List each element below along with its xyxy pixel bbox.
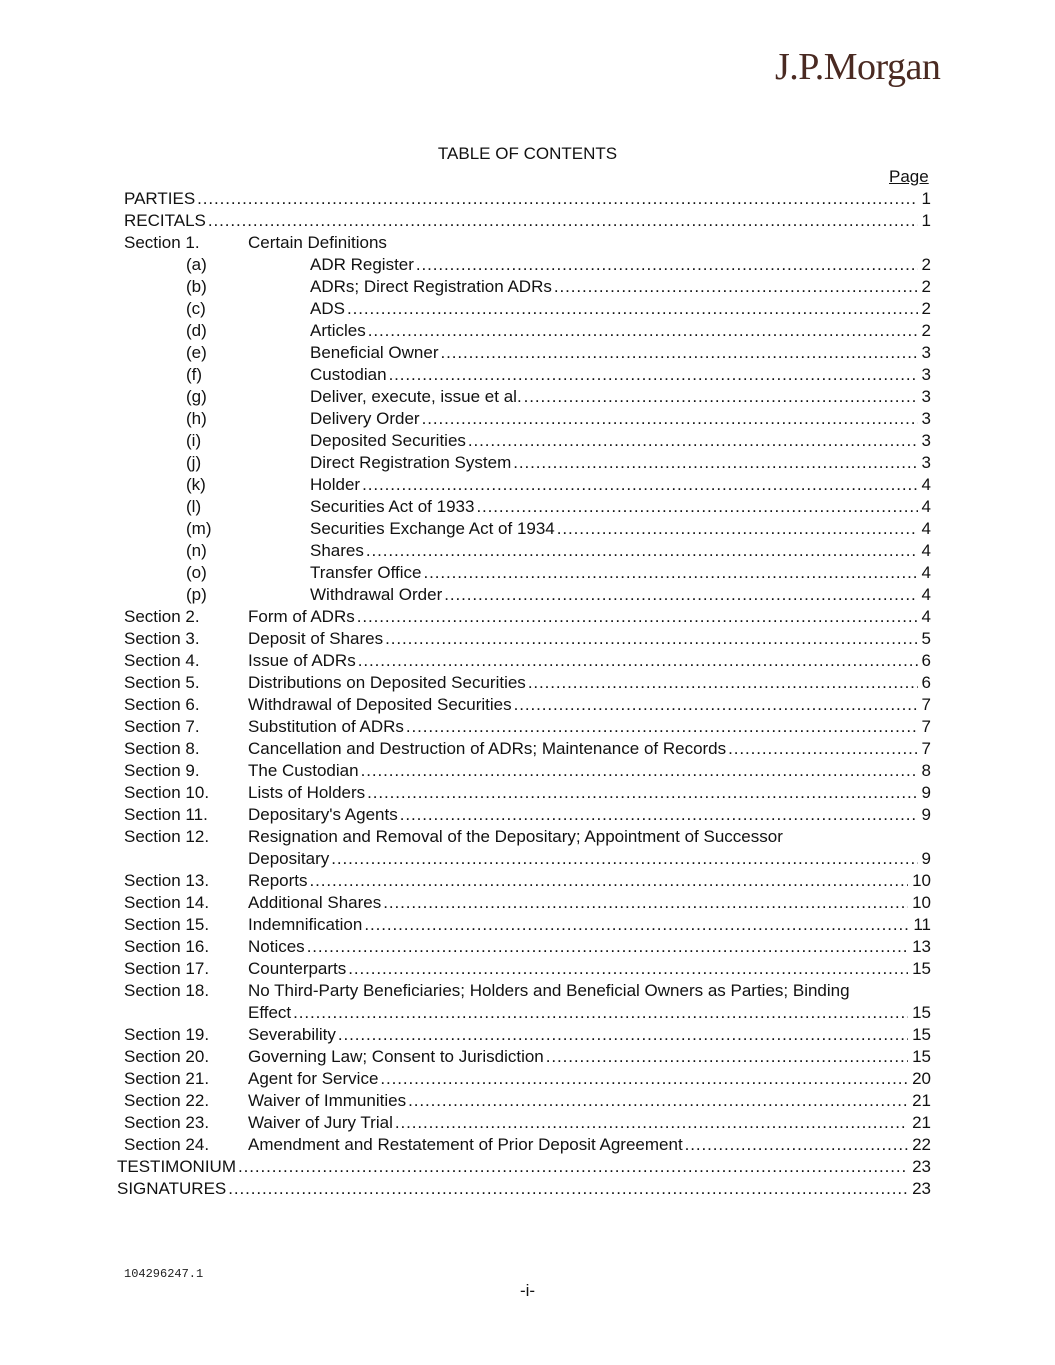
dot-leader — [444, 584, 917, 606]
dot-leader — [364, 914, 909, 936]
toc-entry-title: Articles — [310, 321, 366, 340]
toc-row — [0, 628, 1055, 650]
definition-letter: (f) — [186, 365, 203, 384]
toc-page-number: 23 — [912, 1179, 931, 1198]
toc-entry[interactable] — [248, 936, 931, 958]
toc-row — [0, 782, 1055, 804]
toc-row — [0, 1002, 1055, 1024]
toc-page-number: 9 — [921, 805, 931, 824]
dot-leader — [416, 254, 918, 276]
toc-entry-title: Depositary — [248, 849, 330, 868]
toc-entry[interactable] — [310, 276, 931, 298]
toc-page-number: 15 — [912, 1047, 931, 1066]
toc-row — [0, 518, 1055, 540]
dot-leader — [406, 716, 918, 738]
toc-entry[interactable] — [248, 672, 931, 694]
section-number: Section 14. — [124, 893, 210, 912]
toc-entry[interactable] — [248, 232, 389, 254]
section-number: Section 3. — [124, 629, 200, 648]
toc-row — [0, 496, 1055, 518]
toc-entry-title: ADS — [310, 299, 345, 318]
toc-row — [0, 1112, 1055, 1134]
toc-page-number: 1 — [921, 189, 931, 208]
toc-page-number: 3 — [921, 431, 931, 450]
definition-letter: (p) — [186, 585, 207, 604]
toc-entry[interactable] — [248, 760, 931, 782]
toc-page-number: 7 — [921, 695, 931, 714]
toc-row — [0, 430, 1055, 452]
toc-page-number: 3 — [921, 409, 931, 428]
toc-entry-title: Governing Law; Consent to Jurisdiction — [248, 1047, 544, 1066]
toc-entry[interactable] — [248, 958, 931, 980]
toc-entry-title: Withdrawal Order — [310, 585, 443, 604]
toc-entry[interactable] — [310, 562, 931, 584]
toc-row — [0, 650, 1055, 672]
dot-leader — [554, 276, 918, 298]
section-number: Section 11. — [124, 805, 208, 824]
toc-entry[interactable] — [310, 474, 931, 496]
toc-entry[interactable] — [248, 628, 931, 650]
toc-entry[interactable] — [248, 870, 931, 892]
section-number: Section 16. — [124, 937, 210, 956]
toc-row — [0, 936, 1055, 958]
toc-entry-title: Amendment and Restatement of Prior Deposit Agreement — [248, 1135, 683, 1154]
toc-entry-title: Counterparts — [248, 959, 347, 978]
dot-leader — [347, 298, 918, 320]
dot-leader — [331, 848, 917, 870]
toc-row — [0, 584, 1055, 606]
dot-leader — [338, 1024, 908, 1046]
definition-letter: (n) — [186, 541, 207, 560]
toc-page-number: 15 — [912, 1025, 931, 1044]
toc-entry-title: Resignation and Removal of the Depositary; Appointment of Successor — [248, 827, 783, 846]
definition-letter: (e) — [186, 343, 207, 362]
section-number: Section 4. — [124, 651, 200, 670]
toc-row — [0, 474, 1055, 496]
toc-page-number: 3 — [921, 387, 931, 406]
toc-entry-title: Notices — [248, 937, 305, 956]
toc-entry[interactable] — [248, 606, 931, 628]
dot-leader — [400, 804, 918, 826]
toc-entry-title: Substitution of ADRs — [248, 717, 404, 736]
toc-page-number: 8 — [921, 761, 931, 780]
dot-leader — [357, 606, 918, 628]
toc-entry[interactable] — [248, 914, 931, 936]
toc-entry-title: Delivery Order — [310, 409, 420, 428]
toc-page-number: 7 — [921, 717, 931, 736]
toc-row — [0, 1090, 1055, 1112]
toc-entry[interactable] — [310, 320, 931, 342]
toc-page-number: 2 — [921, 299, 931, 318]
toc-row — [0, 1068, 1055, 1090]
toc-page-number: 4 — [921, 497, 931, 516]
toc-page-number: 9 — [921, 849, 931, 868]
toc-row — [0, 254, 1055, 276]
toc-entry[interactable] — [124, 210, 931, 232]
toc-entry[interactable] — [310, 496, 931, 518]
definition-letter: (g) — [186, 387, 207, 406]
toc-page-number: 2 — [921, 277, 931, 296]
dot-leader — [422, 408, 918, 430]
toc-entry[interactable] — [117, 1156, 931, 1178]
toc-row — [0, 408, 1055, 430]
section-number: Section 9. — [124, 761, 200, 780]
section-number: Section 7. — [124, 717, 200, 736]
toc-entry-title: Additional Shares — [248, 893, 382, 912]
toc-entry[interactable] — [310, 584, 931, 606]
document-id: 104296247.1 — [124, 1267, 204, 1281]
toc-entry[interactable] — [310, 452, 931, 474]
dot-leader — [528, 672, 918, 694]
section-number: Section 23. — [124, 1113, 210, 1132]
toc-page-number: 4 — [921, 607, 931, 626]
toc-page-number: 13 — [912, 937, 931, 956]
definition-letter: (m) — [186, 519, 212, 538]
toc-row — [0, 892, 1055, 914]
toc-entry-title: Issue of ADRs — [248, 651, 356, 670]
toc-entry[interactable] — [248, 738, 931, 760]
toc-row — [0, 1156, 1055, 1178]
dot-leader — [362, 474, 917, 496]
toc-page-number: 4 — [921, 563, 931, 582]
section-number: Section 17. — [124, 959, 210, 978]
section-number: Section 13. — [124, 871, 210, 890]
toc-entry[interactable] — [248, 1068, 931, 1090]
section-number: Section 6. — [124, 695, 200, 714]
toc-row — [0, 232, 1055, 254]
toc-entry-title: Securities Exchange Act of 1934 — [310, 519, 555, 538]
toc-row — [0, 1024, 1055, 1046]
toc-entry-title: TESTIMONIUM — [117, 1157, 236, 1176]
toc-entry-title: Withdrawal of Deposited Securities — [248, 695, 512, 714]
toc-entry-title: Transfer Office — [310, 563, 422, 582]
toc-entry[interactable] — [248, 782, 931, 804]
section-number: Section 5. — [124, 673, 200, 692]
definition-letter: (d) — [186, 321, 207, 340]
toc-row — [0, 276, 1055, 298]
toc-row — [0, 760, 1055, 782]
dot-leader — [368, 320, 918, 342]
dot-leader — [468, 430, 918, 452]
toc-entry-title: Deliver, execute, issue et al. — [310, 387, 522, 406]
dot-leader — [307, 936, 908, 958]
toc-row — [0, 870, 1055, 892]
definition-letter: (i) — [186, 431, 202, 450]
toc-entry-title: Certain Definitions — [248, 233, 387, 252]
jpmorgan-logo: J.P.Morgan — [775, 46, 941, 88]
toc-page-number: 20 — [912, 1069, 931, 1088]
toc-page-number: 4 — [921, 519, 931, 538]
toc-entry[interactable] — [248, 1002, 931, 1024]
dot-leader — [383, 892, 908, 914]
dot-leader — [361, 760, 918, 782]
toc-entry-title: Deposit of Shares — [248, 629, 384, 648]
toc-entry[interactable] — [310, 518, 931, 540]
toc-page-number: 2 — [921, 321, 931, 340]
toc-entry[interactable] — [248, 1134, 931, 1156]
toc-page-number: 1 — [921, 211, 931, 230]
section-number: Section 10. — [124, 783, 210, 802]
section-number: Section 19. — [124, 1025, 210, 1044]
toc-row — [0, 672, 1055, 694]
definition-letter: (l) — [186, 497, 202, 516]
toc-entry[interactable] — [117, 1178, 931, 1200]
toc-entry-title: Lists of Holders — [248, 783, 366, 802]
toc-entry[interactable] — [310, 342, 931, 364]
dot-leader — [395, 1112, 908, 1134]
section-number: Section 21. — [124, 1069, 210, 1088]
section-number: Section 2. — [124, 607, 200, 626]
toc-entry[interactable] — [310, 430, 931, 452]
toc-row — [0, 562, 1055, 584]
toc-page-number: 4 — [921, 585, 931, 604]
toc-row — [0, 386, 1055, 408]
section-number: Section 22. — [124, 1091, 210, 1110]
toc-page-number: 3 — [921, 365, 931, 384]
toc-row — [0, 1134, 1055, 1156]
toc-entry[interactable] — [248, 892, 931, 914]
toc-entry-title: Shares — [310, 541, 364, 560]
definition-letter: (b) — [186, 277, 207, 296]
toc-entry-title: Waiver of Immunities — [248, 1091, 407, 1110]
dot-leader — [358, 650, 918, 672]
toc-row — [0, 364, 1055, 386]
toc-entry[interactable] — [248, 1046, 931, 1068]
toc-page-number: 6 — [921, 673, 931, 692]
definition-letter: (o) — [186, 563, 207, 582]
section-number: Section 24. — [124, 1135, 210, 1154]
toc-row — [0, 914, 1055, 936]
definition-letter: (k) — [186, 475, 206, 494]
toc-row — [0, 980, 1055, 1002]
toc-row — [0, 320, 1055, 342]
toc-row — [0, 452, 1055, 474]
toc-row — [0, 342, 1055, 364]
toc-row — [0, 540, 1055, 562]
toc-page-number: 10 — [912, 893, 931, 912]
toc-row — [0, 826, 1055, 848]
toc-entry-title: Depositary's Agents — [248, 805, 398, 824]
toc-entry[interactable] — [248, 826, 785, 848]
section-number: Section 1. — [124, 233, 200, 252]
toc-entry[interactable] — [248, 848, 931, 870]
toc-entry-title: Indemnification — [248, 915, 363, 934]
toc-entry[interactable] — [248, 650, 931, 672]
toc-row — [0, 848, 1055, 870]
dot-leader — [380, 1068, 908, 1090]
toc-entry[interactable] — [248, 716, 931, 738]
toc-row — [0, 1046, 1055, 1068]
dot-leader — [389, 364, 918, 386]
dot-leader — [513, 452, 917, 474]
definition-letter: (j) — [186, 453, 202, 472]
toc-entry-title: The Custodian — [248, 761, 359, 780]
toc-row — [0, 188, 1055, 210]
dot-leader — [348, 958, 908, 980]
toc-row — [0, 694, 1055, 716]
dot-leader — [310, 870, 909, 892]
toc-row — [0, 210, 1055, 232]
dot-leader — [228, 1178, 908, 1200]
toc-entry[interactable] — [310, 298, 931, 320]
dot-leader — [197, 188, 917, 210]
section-number: Section 18. — [124, 981, 210, 1000]
toc-page-number: 10 — [912, 871, 931, 890]
dot-leader — [441, 342, 918, 364]
toc-title: TABLE OF CONTENTS — [437, 144, 618, 163]
toc-page-number: 3 — [921, 453, 931, 472]
dot-leader — [367, 782, 917, 804]
definition-letter: (h) — [186, 409, 207, 428]
toc-page-number: 9 — [921, 783, 931, 802]
toc-entry[interactable] — [248, 980, 852, 1002]
toc-row — [0, 804, 1055, 826]
toc-page-number: 7 — [921, 739, 931, 758]
section-number: Section 12. — [124, 827, 210, 846]
dot-leader — [385, 628, 917, 650]
toc-entry-title: Beneficial Owner — [310, 343, 439, 362]
toc-entry[interactable] — [248, 694, 931, 716]
toc-entry-title: Holder — [310, 475, 361, 494]
toc-page-number: 15 — [912, 1003, 931, 1022]
toc-entry[interactable] — [248, 1024, 931, 1046]
toc-entry-title: Form of ADRs — [248, 607, 355, 626]
toc-entry[interactable] — [248, 1112, 931, 1134]
section-number: Section 15. — [124, 915, 210, 934]
toc-page-number: 11 — [913, 915, 931, 934]
toc-page-number: 21 — [912, 1091, 931, 1110]
toc-row — [0, 606, 1055, 628]
toc-entry-title: ADR Register — [310, 255, 414, 274]
toc-entry[interactable] — [124, 188, 931, 210]
toc-entry-title: No Third-Party Beneficiaries; Holders and Beneficial Owners as Parties; Binding — [248, 981, 850, 1000]
dot-leader — [557, 518, 918, 540]
toc-row — [0, 716, 1055, 738]
toc-entry[interactable] — [310, 540, 931, 562]
toc-row — [0, 298, 1055, 320]
dot-leader — [408, 1090, 908, 1112]
dot-leader — [728, 738, 917, 760]
toc-page-number: 4 — [921, 475, 931, 494]
toc-entry-title: SIGNATURES — [117, 1179, 227, 1198]
toc-entry-title: Agent for Service — [248, 1069, 379, 1088]
toc-entry-title: Securities Act of 1933 — [310, 497, 475, 516]
toc-entry[interactable] — [310, 364, 931, 386]
toc-entry-title: Distributions on Deposited Securities — [248, 673, 526, 692]
dot-leader — [524, 386, 918, 408]
dot-leader — [238, 1156, 908, 1178]
toc-row — [0, 1178, 1055, 1200]
toc-entry-title: Severability — [248, 1025, 336, 1044]
toc-page-number: 3 — [921, 343, 931, 362]
dot-leader — [423, 562, 917, 584]
toc-entry[interactable] — [248, 1090, 931, 1112]
toc-entry[interactable] — [248, 804, 931, 826]
toc-row — [0, 738, 1055, 760]
toc-page-number: 2 — [921, 255, 931, 274]
dot-leader — [685, 1134, 908, 1156]
toc-entry-title: Effect — [248, 1003, 292, 1022]
toc-page-number: 5 — [921, 629, 931, 648]
toc-row — [0, 958, 1055, 980]
toc-entry-title: Cancellation and Destruction of ADRs; Maintenance of Records — [248, 739, 727, 758]
toc-entry-title: Waiver of Jury Trial — [248, 1113, 393, 1132]
toc-page-number: 4 — [921, 541, 931, 560]
dot-leader — [208, 210, 918, 232]
toc-entry-title: Custodian — [310, 365, 387, 384]
toc-entry[interactable] — [310, 254, 931, 276]
dot-leader — [476, 496, 917, 518]
page-number-footer: -i- — [519, 1281, 536, 1300]
toc-page-number: 23 — [912, 1157, 931, 1176]
toc-page-number: 22 — [912, 1135, 931, 1154]
toc-entry-title: Direct Registration System — [310, 453, 512, 472]
toc-entry-title: Reports — [248, 871, 308, 890]
definition-letter: (a) — [186, 255, 207, 274]
toc-page-number: 21 — [912, 1113, 931, 1132]
section-number: Section 20. — [124, 1047, 210, 1066]
page-column-heading: Page — [889, 167, 929, 186]
dot-leader — [546, 1046, 908, 1068]
toc-page-number: 6 — [921, 651, 931, 670]
dot-leader — [514, 694, 918, 716]
toc-entry-title: Deposited Securities — [310, 431, 466, 450]
toc-page-number: 15 — [912, 959, 931, 978]
toc-entry-title: RECITALS — [124, 211, 206, 230]
section-number: Section 8. — [124, 739, 200, 758]
toc-entry-title: ADRs; Direct Registration ADRs — [310, 277, 552, 296]
dot-leader — [366, 540, 918, 562]
toc-entry[interactable] — [310, 408, 931, 430]
definition-letter: (c) — [186, 299, 206, 318]
toc-entry-title: PARTIES — [124, 189, 196, 208]
dot-leader — [293, 1002, 908, 1024]
toc-entry[interactable] — [310, 386, 931, 408]
